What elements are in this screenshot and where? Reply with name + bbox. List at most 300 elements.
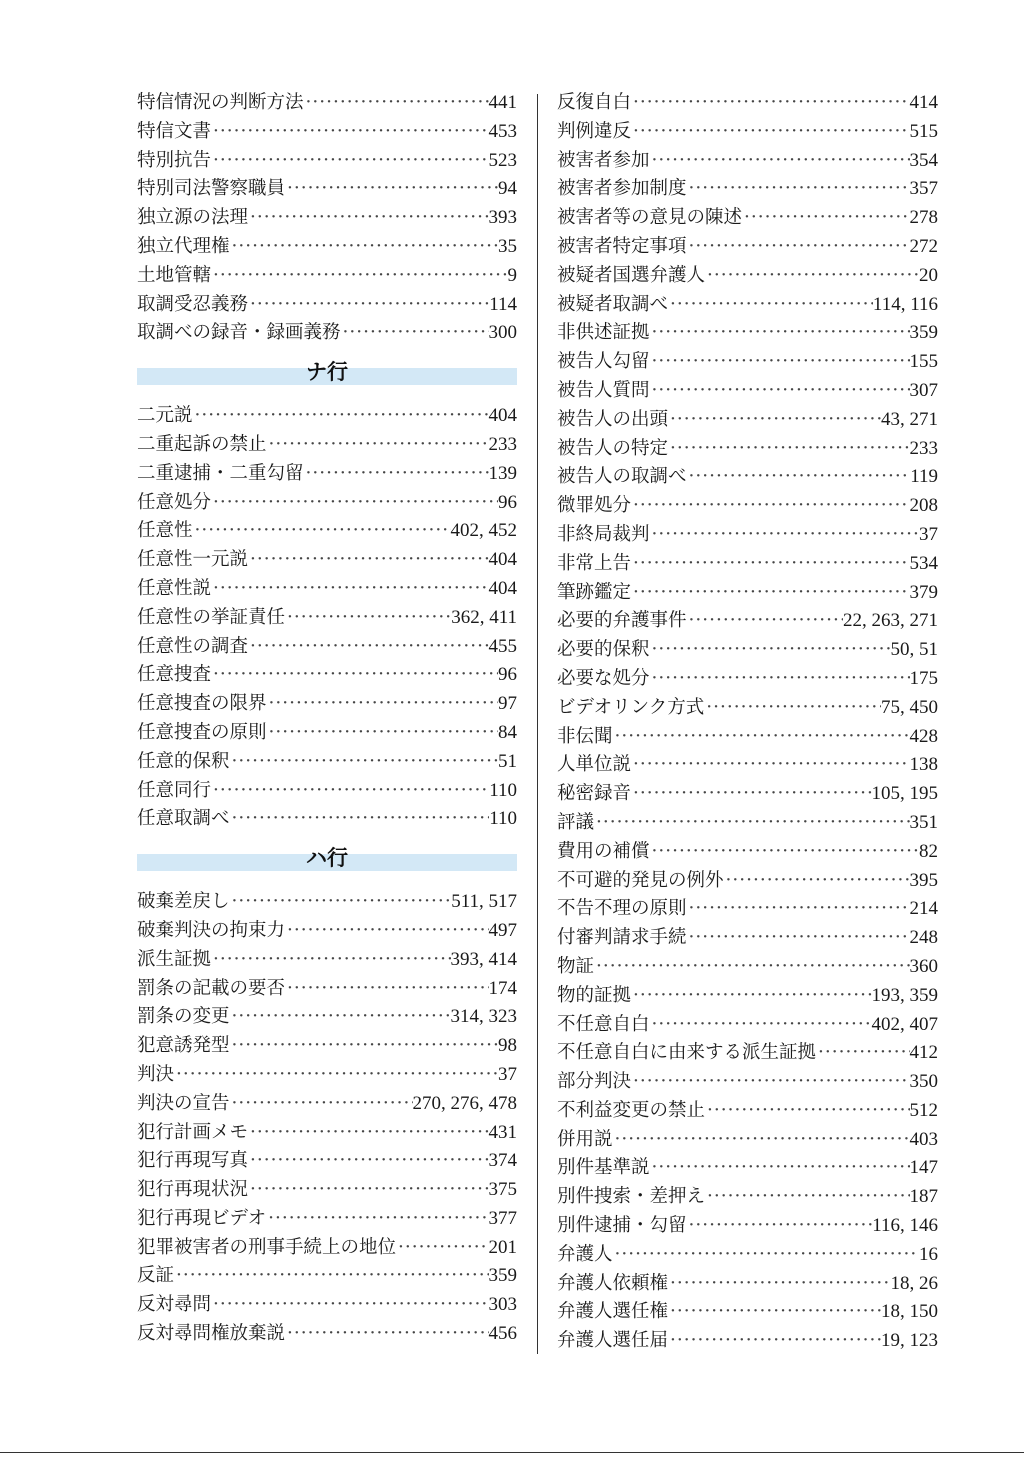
dot-leader <box>650 1154 910 1183</box>
dot-leader <box>650 665 910 694</box>
index-term: 秘密録音 <box>557 783 632 805</box>
index-term: 判例違反 <box>557 120 632 142</box>
index-entry <box>137 1119 517 1148</box>
index-term: 併用説 <box>557 1128 613 1150</box>
index-page-numbers: 357 <box>909 178 938 200</box>
dot-leader <box>304 460 489 489</box>
index-entry <box>557 809 938 838</box>
index-entry <box>557 406 938 435</box>
dot-leader <box>668 435 909 464</box>
index-page-numbers: 147 <box>909 1157 938 1179</box>
index-entry <box>137 575 517 604</box>
index-entry <box>557 233 938 262</box>
dot-leader <box>193 402 489 431</box>
index-entry <box>557 147 938 176</box>
index-entry <box>557 1097 938 1126</box>
index-entry <box>557 1270 938 1299</box>
dot-leader <box>631 550 909 579</box>
dot-leader <box>687 1212 873 1241</box>
index-term: 被告人の取調べ <box>557 466 687 488</box>
index-page-numbers: 208 <box>909 495 938 517</box>
dot-leader <box>248 633 488 662</box>
index-entry <box>137 291 517 320</box>
index-page-numbers: 187 <box>909 1186 938 1208</box>
index-term: 被疑者取調べ <box>557 293 669 315</box>
dot-leader <box>193 517 451 546</box>
index-page-numbers: 402, 407 <box>871 1013 938 1035</box>
dot-leader <box>341 319 489 348</box>
dot-leader <box>594 809 909 838</box>
index-entry <box>557 1327 938 1356</box>
index-term: 弁護人 <box>557 1243 613 1265</box>
dot-leader <box>650 147 910 176</box>
dot-leader <box>211 489 498 518</box>
index-entry <box>557 924 938 953</box>
index-entry <box>137 1320 517 1349</box>
index-group-na <box>137 402 517 834</box>
index-entry <box>557 751 938 780</box>
index-entry <box>137 975 517 1004</box>
index-page-numbers: 155 <box>909 351 938 373</box>
dot-leader <box>230 1032 498 1061</box>
index-term: 弁護人依頼権 <box>557 1272 669 1294</box>
index-term: 任意捜査の原則 <box>137 721 267 743</box>
index-entry <box>137 946 517 975</box>
index-entry <box>557 319 938 348</box>
index-term: 取調受忍義務 <box>137 293 249 315</box>
index-page-numbers: 428 <box>909 725 938 747</box>
index-page-numbers: 50, 51 <box>890 639 938 661</box>
index-term: 被害者等の意見の陳述 <box>557 207 743 229</box>
index-page-numbers: 303 <box>488 1294 517 1316</box>
index-page-numbers: 110 <box>489 779 517 801</box>
index-page-numbers: 139 <box>488 462 517 484</box>
index-entry <box>137 1262 517 1291</box>
index-term: 判決 <box>137 1063 175 1085</box>
index-page-numbers: 441 <box>488 92 517 113</box>
index-term: 被告人質問 <box>557 379 650 401</box>
index-entry <box>557 348 938 377</box>
index-page-numbers: 96 <box>498 664 517 686</box>
dot-leader <box>230 1090 413 1119</box>
dot-leader <box>613 723 910 752</box>
dot-leader <box>668 1298 881 1327</box>
page-bottom-rule <box>0 1452 1024 1453</box>
index-term: 非常上告 <box>557 552 632 574</box>
index-term: 被告人の特定 <box>557 437 669 459</box>
dot-leader <box>174 1061 498 1090</box>
index-page-numbers: 35 <box>498 235 517 257</box>
dot-leader <box>631 579 909 608</box>
index-entry <box>137 1147 517 1176</box>
index-page-numbers: 114, 116 <box>872 293 938 315</box>
index-entry <box>137 233 517 262</box>
index-page-numbers: 360 <box>909 955 938 977</box>
section-title-ha: ハ行 <box>306 846 348 871</box>
dot-leader <box>267 431 489 460</box>
index-page-numbers: 119 <box>910 466 938 488</box>
index-page-numbers: 534 <box>909 552 938 574</box>
index-group-ta <box>137 89 517 348</box>
index-entry <box>137 262 517 291</box>
index-term: 犯行計画メモ <box>137 1121 249 1143</box>
index-term: 特別抗告 <box>137 149 212 171</box>
index-term: 判決の宣告 <box>137 1092 230 1114</box>
index-entry <box>137 1061 517 1090</box>
index-entry <box>557 982 938 1011</box>
index-term: 不利益変更の禁止 <box>557 1099 706 1121</box>
index-page-numbers: 512 <box>909 1099 938 1121</box>
dot-leader <box>650 838 919 867</box>
dot-leader <box>211 147 488 176</box>
index-entry <box>557 838 938 867</box>
dot-leader <box>211 118 488 147</box>
index-entry <box>557 550 938 579</box>
index-page-numbers: 354 <box>909 149 938 171</box>
index-page-numbers: 174 <box>488 977 517 999</box>
index-entry <box>137 719 517 748</box>
dot-leader <box>631 118 909 147</box>
index-entry <box>137 1090 517 1119</box>
index-page-numbers: 359 <box>909 322 938 344</box>
index-page-numbers: 94 <box>498 178 517 200</box>
index-term: 特別司法警察職員 <box>137 178 286 200</box>
index-term: 任意取調べ <box>137 808 230 830</box>
index-entry <box>557 1154 938 1183</box>
index-term: 弁護人選任届 <box>557 1330 669 1352</box>
section-header-ha <box>137 846 517 871</box>
index-term: 任意捜査 <box>137 664 212 686</box>
index-entry <box>137 633 517 662</box>
index-term: 反対尋問権放棄説 <box>137 1323 286 1345</box>
index-page-numbers: 16 <box>919 1243 938 1265</box>
index-entry <box>557 521 938 550</box>
dot-leader <box>248 291 489 320</box>
index-entry <box>137 1032 517 1061</box>
dot-leader <box>687 463 911 492</box>
index-entry <box>557 1068 938 1097</box>
dot-leader <box>705 262 919 291</box>
index-term: 任意性説 <box>137 577 212 599</box>
index-term: 罰条の記載の要否 <box>137 977 286 999</box>
index-page-numbers: 300 <box>488 322 517 344</box>
index-entry <box>557 1183 938 1212</box>
dot-leader <box>816 1039 909 1068</box>
dot-leader <box>230 1003 451 1032</box>
index-page-numbers: 362, 411 <box>451 606 517 628</box>
dot-leader <box>631 982 871 1011</box>
dot-leader <box>724 867 910 896</box>
index-term: 土地管轄 <box>137 264 212 286</box>
index-page-numbers: 404 <box>488 577 517 599</box>
index-page-numbers: 193, 359 <box>871 984 938 1006</box>
index-term: 付審判請求手続 <box>557 927 687 949</box>
index-term: 被疑者国選弁護人 <box>557 264 706 286</box>
index-entry <box>557 175 938 204</box>
index-page-numbers: 455 <box>488 635 517 657</box>
index-entry <box>137 89 517 118</box>
index-term: 被害者参加制度 <box>557 178 687 200</box>
index-term: 犯行再現写真 <box>137 1150 249 1172</box>
index-entry <box>557 579 938 608</box>
index-page-numbers: 523 <box>488 149 517 171</box>
index-term: 物的証拠 <box>557 984 632 1006</box>
dot-leader <box>230 805 490 834</box>
index-entry <box>137 604 517 633</box>
index-page-numbers: 82 <box>919 840 938 862</box>
dot-leader <box>704 694 881 723</box>
index-page-numbers: 201 <box>488 1236 517 1258</box>
dot-leader <box>248 546 488 575</box>
index-page-numbers: 375 <box>488 1179 517 1201</box>
index-page-numbers: 51 <box>498 750 517 772</box>
index-page-numbers: 233 <box>909 437 938 459</box>
index-term: 派生証拠 <box>137 948 212 970</box>
index-entry <box>557 665 938 694</box>
index-page-numbers: 393 <box>488 207 517 229</box>
dot-leader <box>285 1320 488 1349</box>
index-entry <box>557 89 938 118</box>
dot-leader <box>613 1126 910 1155</box>
index-page-numbers: 412 <box>909 1042 938 1064</box>
dot-leader <box>248 1176 488 1205</box>
index-term: 任意性の挙証責任 <box>137 606 286 628</box>
index-right-column <box>557 89 938 1356</box>
index-entry <box>137 319 517 348</box>
dot-leader <box>668 406 881 435</box>
index-page-numbers: 138 <box>909 754 938 776</box>
dot-leader <box>230 233 498 262</box>
dot-leader <box>687 175 910 204</box>
index-entry <box>137 546 517 575</box>
index-page-numbers: 233 <box>488 433 517 455</box>
index-term: 不可避的発見の例外 <box>557 869 724 891</box>
dot-leader <box>248 204 488 233</box>
index-entry <box>137 489 517 518</box>
index-term: 必要的保釈 <box>557 639 650 661</box>
index-page-numbers: 402, 452 <box>450 520 517 542</box>
index-page-numbers: 105, 195 <box>871 783 938 805</box>
index-entry <box>137 805 517 834</box>
dot-leader <box>705 1097 909 1126</box>
index-entry <box>137 118 517 147</box>
index-entry <box>557 1126 938 1155</box>
index-term: 別件逮捕・勾留 <box>557 1215 687 1237</box>
dot-leader <box>631 751 909 780</box>
index-term: 破棄差戻し <box>137 891 230 913</box>
index-entry <box>557 377 938 406</box>
dot-leader <box>687 924 910 953</box>
index-page-numbers: 18, 150 <box>881 1301 938 1323</box>
dot-leader <box>267 690 498 719</box>
dot-leader <box>285 975 488 1004</box>
index-page-numbers: 18, 26 <box>890 1272 938 1294</box>
index-entry <box>557 1212 938 1241</box>
section-header-na <box>137 360 517 385</box>
index-term: 犯罪被害者の刑事手続上の地位 <box>137 1236 397 1258</box>
dot-leader <box>650 348 910 377</box>
index-term: 任意性一元説 <box>137 549 249 571</box>
index-term: 任意性 <box>137 520 193 542</box>
dot-leader <box>650 636 891 665</box>
dot-leader <box>211 946 450 975</box>
index-term: 取調べの録音・録画義務 <box>137 322 341 344</box>
index-entry <box>557 636 938 665</box>
index-term: 任意捜査の限界 <box>137 693 267 715</box>
index-entry <box>557 204 938 233</box>
dot-leader <box>668 1327 881 1356</box>
index-entry <box>557 780 938 809</box>
index-group-ha-continued <box>557 89 938 1356</box>
index-term: 二重起訴の禁止 <box>137 433 267 455</box>
dot-leader <box>668 1270 890 1299</box>
index-entry <box>557 895 938 924</box>
index-term: 不任意自白 <box>557 1013 650 1035</box>
index-term: 弁護人選任権 <box>557 1301 669 1323</box>
index-page-numbers: 350 <box>909 1071 938 1093</box>
index-entry <box>137 1003 517 1032</box>
dot-leader <box>631 1068 909 1097</box>
index-page-numbers: 272 <box>909 235 938 257</box>
dot-leader <box>705 1183 909 1212</box>
index-term: 別件基準説 <box>557 1157 650 1179</box>
index-entry <box>137 661 517 690</box>
index-term: 評議 <box>557 811 595 833</box>
index-term: 別件捜索・差押え <box>557 1186 706 1208</box>
dot-leader <box>285 604 451 633</box>
dot-leader <box>631 492 909 521</box>
index-entry <box>137 1291 517 1320</box>
index-entry <box>557 492 938 521</box>
index-entry <box>137 204 517 233</box>
dot-leader <box>230 888 452 917</box>
index-term: 必要な処分 <box>557 667 650 689</box>
index-page-numbers: 214 <box>909 898 938 920</box>
index-page-numbers: 453 <box>488 120 517 142</box>
index-page-numbers: 307 <box>909 379 938 401</box>
dot-leader <box>650 319 910 348</box>
dot-leader <box>613 1241 919 1270</box>
index-term: 非伝聞 <box>557 725 613 747</box>
index-term: 反復自白 <box>557 92 632 113</box>
index-page-numbers: 20 <box>919 264 938 286</box>
index-page-numbers: 403 <box>909 1128 938 1150</box>
index-term: 犯行再現ビデオ <box>137 1207 267 1229</box>
index-entry <box>137 690 517 719</box>
index-entry <box>137 175 517 204</box>
index-term: 犯意誘発型 <box>137 1035 230 1057</box>
dot-leader <box>285 175 498 204</box>
index-entry <box>557 607 938 636</box>
index-entry <box>137 1234 517 1263</box>
index-term: 被告人勾留 <box>557 351 650 373</box>
dot-leader <box>668 291 873 320</box>
index-entry <box>557 1241 938 1270</box>
dot-leader <box>650 521 919 550</box>
index-entry <box>137 517 517 546</box>
index-page-numbers: 9 <box>507 264 517 286</box>
index-term: 筆跡鑑定 <box>557 581 632 603</box>
index-page-numbers: 314, 323 <box>450 1006 517 1028</box>
index-page-numbers: 351 <box>909 811 938 833</box>
index-entry <box>557 435 938 464</box>
index-page-numbers: 98 <box>498 1035 517 1057</box>
dot-leader <box>285 917 488 946</box>
index-term: 独立源の法理 <box>137 207 249 229</box>
index-term: 特信情況の判断方法 <box>137 92 304 113</box>
index-term: 特信文書 <box>137 120 212 142</box>
dot-leader <box>230 748 498 777</box>
dot-leader <box>211 262 507 291</box>
index-page-numbers: 456 <box>488 1323 517 1345</box>
index-page-numbers: 43, 271 <box>881 408 938 430</box>
index-group-ha <box>137 888 517 1349</box>
index-term: 任意的保釈 <box>137 750 230 772</box>
dot-leader <box>742 204 909 233</box>
index-entry <box>137 917 517 946</box>
index-entry <box>137 748 517 777</box>
index-entry <box>557 291 938 320</box>
index-page-numbers: 431 <box>488 1121 517 1143</box>
index-term: ビデオリンク方式 <box>557 696 705 718</box>
dot-leader <box>687 607 843 636</box>
dot-leader <box>687 233 910 262</box>
index-term: 任意性の調査 <box>137 635 249 657</box>
index-term: 犯行再現状況 <box>137 1179 249 1201</box>
index-entry <box>557 694 938 723</box>
index-entry <box>137 460 517 489</box>
index-entry <box>557 463 938 492</box>
index-term: 任意処分 <box>137 491 212 513</box>
index-page-numbers: 97 <box>498 693 517 715</box>
dot-leader <box>211 661 498 690</box>
index-page-numbers: 270, 276, 478 <box>412 1092 517 1114</box>
index-page-numbers: 515 <box>909 120 938 142</box>
index-page-numbers: 116, 146 <box>872 1215 938 1237</box>
column-divider <box>537 94 538 1354</box>
dot-leader <box>211 777 489 806</box>
index-term: 罰条の変更 <box>137 1006 230 1028</box>
dot-leader <box>631 89 909 118</box>
index-entry <box>557 953 938 982</box>
dot-leader <box>211 575 488 604</box>
index-term: 非終局裁判 <box>557 523 650 545</box>
index-term: 費用の補償 <box>557 840 650 862</box>
index-page-numbers: 175 <box>909 667 938 689</box>
dot-leader <box>248 1147 488 1176</box>
index-page-numbers: 110 <box>489 808 517 830</box>
index-term: 二重逮捕・二重勾留 <box>137 462 304 484</box>
index-entry <box>557 262 938 291</box>
dot-leader <box>650 377 910 406</box>
index-page-numbers: 248 <box>909 927 938 949</box>
index-term: 二元説 <box>137 405 193 427</box>
index-term: 反対尋問 <box>137 1294 212 1316</box>
index-entry <box>557 118 938 147</box>
index-entry <box>557 723 938 752</box>
index-term: 部分判決 <box>557 1071 632 1093</box>
index-page-numbers: 114 <box>489 293 517 315</box>
dot-leader <box>687 895 910 924</box>
index-page-numbers: 404 <box>488 549 517 571</box>
index-term: 微罪処分 <box>557 495 632 517</box>
index-term: 物証 <box>557 955 595 977</box>
dot-leader <box>396 1234 488 1263</box>
index-entry <box>137 1176 517 1205</box>
index-entry <box>137 431 517 460</box>
index-page-numbers: 393, 414 <box>450 948 517 970</box>
index-term: 不任意自白に由来する派生証拠 <box>557 1042 817 1064</box>
